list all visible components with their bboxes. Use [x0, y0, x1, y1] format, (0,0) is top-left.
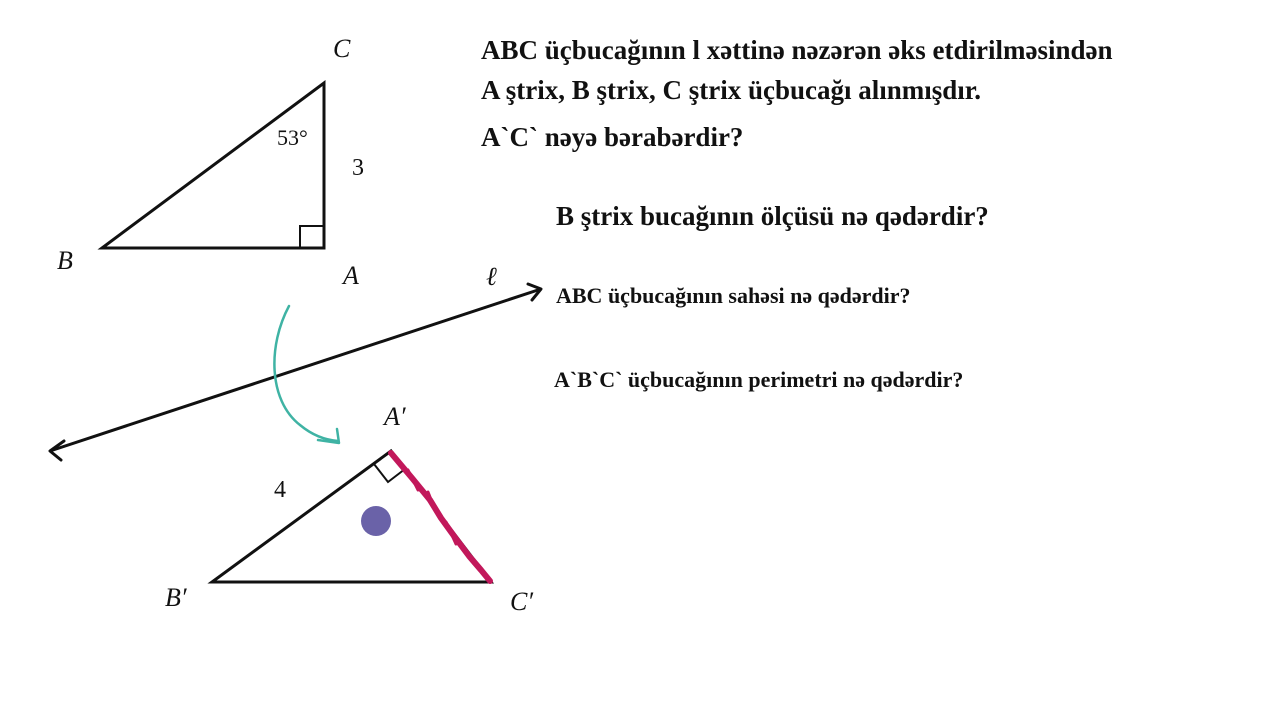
reflection-line-l	[50, 262, 541, 460]
side-a-prime-b-prime-label: 4	[274, 477, 286, 503]
question-b-prime-angle: B ştrix bucağının ölçüsü nə qədərdir?	[556, 201, 989, 231]
line-l-segment	[50, 289, 541, 451]
label-a: A	[343, 261, 359, 290]
triangle-image-outline	[212, 451, 491, 582]
label-a-prime: A′	[384, 402, 406, 431]
label-c: C	[333, 34, 351, 63]
highlight-side-a-prime-c-prime	[391, 453, 490, 581]
right-angle-marker-a	[300, 226, 324, 248]
triangle-abc	[57, 34, 364, 290]
label-line-l: ℓ	[486, 262, 497, 291]
triangle-a-prime-b-prime-c-prime	[165, 402, 533, 616]
center-dot	[361, 506, 391, 536]
angle-c-label: 53°	[277, 125, 308, 150]
question-perimeter: A`B`C` üçbucağının perimetri nə qədərdir?	[554, 367, 964, 392]
arrowhead-left	[50, 441, 64, 460]
intro-line-2: A ştrix, B ştrix, C ştrix üçbucağı alınmışdır.	[481, 75, 982, 105]
question-abc-area: ABC üçbucağının sahəsi nə qədərdir?	[556, 283, 911, 308]
label-b-prime: B′	[165, 583, 187, 612]
label-c-prime: C′	[510, 587, 534, 616]
triangle-abc-outline	[102, 83, 324, 248]
intro-text	[481, 30, 1112, 110]
label-b: B	[57, 246, 73, 275]
intro-line-1: ABC üçbucağının l xəttinə nəzərən əks etdirilməsindən	[481, 35, 1113, 65]
question-ac-length: A`C` nəyə bərabərdir?	[481, 122, 744, 152]
side-ac-label: 3	[352, 155, 364, 181]
